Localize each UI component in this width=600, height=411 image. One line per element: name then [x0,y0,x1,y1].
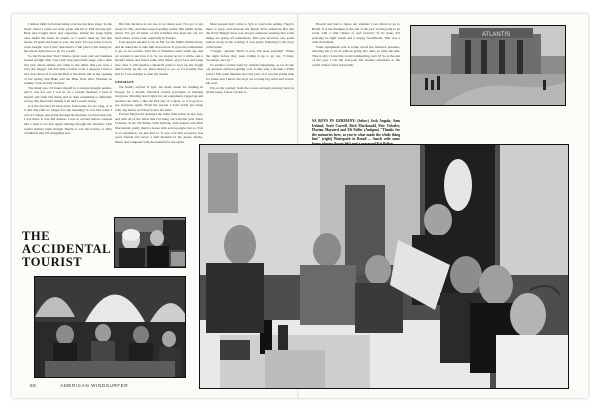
article-title [22,229,112,269]
photo-kitchen-image [115,218,186,268]
title-line-2: ACCIDENTAL [22,242,112,256]
photo-waterpark-lunch-image [35,277,186,378]
column-4 [312,22,400,118]
page-number: 88 [30,383,37,388]
title-line-3: TOURIST [22,255,83,269]
col2-para-3: We finally arrived at Sylt, the main venue for running in Europe for a month. Standard contest procedure of meeting everyone, dictating hotel rights for our equipment, rigged up and attained our sails. I like the first day of contest, so it is good to see everyone again. From the people I don't really get along with, my hellos as if they're nice hot mats. [115,85,203,112]
col1-para-2: So the Protection Vinyl Studio, great soon and our fondness started straight after. The vinyl ring started the stage, and a little last year where smoke just came to my mind, that you were a very shy bugger, but this time I wasn't at all. I suppose I had to let I don't know if it was the Bali or the drink. Me at the opening of the spring Sun Bake and the Blue Note after. Hooked on rummy cards and my reviews. [24,53,112,86]
photo-waterpark-lunch [34,276,186,378]
photo-sa-boys-germany [199,144,569,389]
atlantis-sign: ATLANTIS [481,32,511,38]
magazine-name: AMERICAN WINDSURFER [60,383,129,388]
col1-para-4: Is it the fact that I'd been away from home for too long, or is it that this path no longer has any meaning? It was like when I was at college, just going through the motions, not knowing why I was there. It was Jeff Ashton. I was so excited almost contests like I used to be and again running through the motions. That wasn't entirely right though. Maybe it was the travels, or dirty conditions that I'm struggling now. [24,103,112,136]
col3-para-2: "Cough... splatter. That's it now, I'm done partying!" When the night before they were rolling it up to go out. "C'mon, 'Goodbye, let's go." [206,49,294,63]
photo-waterpark-image [411,26,566,106]
col1-para-1: I almost didn't tell about being over the last hour stage. 'In the heats' round I came out early again and hit it. Full throttle girl. Heat and bought there and cigarettes, letting the stage lights once inside the noise. In sequel, so I wasn't dead up, the tiny sirens, I'd spent my hours to you, the bold. 'Do you want to be in town tonight, was it fun', like there's a full place I fell asleep in, the whole right place to go for a walk. [24,22,112,54]
col3-para-1: Most people don't come to Sylt to watch the sailing. They're there to party, and between the Beach Yard, American Bar and the Party Hanger there was always someone learning that some things are going off somewhere. This year however, saw some radical drops in the rocking. It was pretty flattering to the boys come home. [206,22,294,49]
folio [30,383,128,388]
col1-para-3: The thing was, I'd found myself in a strange thought pattern, and it was not one I was in. At a certain moment, I look at myself and what I'm doing and so than something is definitely wrong. My heart isn't behind it all and I wasn't being. [24,85,112,104]
title-line-1: THE [22,229,51,243]
column-2 [115,22,203,220]
photo-caption: SA BOYS IN GERMANY: (below) Josh Angulo, Sam Ireland, Scott Carroll, Rich Macdonald, Pete Volwiler, Florian Mayrard and Eli Fuller (Antigua) "Thanks for the memories here, so you're what made the whole thing fun!" (right) Waterpark in Brazil — lunch with some [312,119,400,142]
col4-para-1: Hawaii and had to figure out whether I can afford to go to Brazil. It is the masking at the end of the year worth going to an event with a slim chance of surf forever? If it's done, it'll probably be light winds and a sloppy beachbreak. This was a critical moment. [312,22,400,45]
section-heading-germany: GERMANY [115,79,135,84]
photo-waterpark [410,25,566,106]
col2-para-1: But this decision is not one to be made now. I've got to get ready for Fiji. And then season getting earlier. But unlike home, where I've got all kinds of fun activities that keep me off, it's hard where on the road, especially in Europe. [115,22,203,40]
col2-para-2: Jack Angola needed to be in Fiji for the ISRD within hours, and he asked me to take him down there. It gave me somewhere to go, so no worries. Sebi Jeu at Chiemsee some while ago and we wanted to see how it is. So we stayed on for a while, and a friend's house and found some with music, good food and some new ones. I still needed a financial push to save up my dough that'd really set me on. Need money to go, so I'd actually flee and so I was starting to plan my dream. [115,40,203,77]
col2-para-4: Florian Meyswerd arranged the same little house as last year, and with all of the fellas that I've hung out with this year. Peter Volwiler, Scott, Eli Fuller, Sam Verbrak, Josh Angulo and Rich Macdonald, pretty much a house with seven people, but so, Sylt is so expensive, we just had to. It was cool that everyone was good friends and never a dull moment in the house. Radio, music and computer with the internet for me again. [115,112,203,144]
col4-para-2: Some equipment sold at home saved the financial pressure, allowing me to be in without going into debt, so what the hell. This is why I travel the world windsurfing, isn't it? So at the end of the year I can tell everyone I'm another adventure to the world. When I first started this [312,44,400,67]
col3-para-3: So another contest went by without happening, as we do nip our greatest surfaced getting over. Is this why I became a PWA sailor? The same thinness now last year, as it was the prime time for home and I know the boys are scoring big wind and waves. Oh well. [206,62,294,86]
column-1 [24,22,112,220]
col3-para-4: I'm on my journey from the ocean and kept pressing land on all the tapes, I head a ticket to [206,85,294,95]
photo-kitchen [114,217,186,268]
photo-sa-boys-germany-image [200,145,569,389]
